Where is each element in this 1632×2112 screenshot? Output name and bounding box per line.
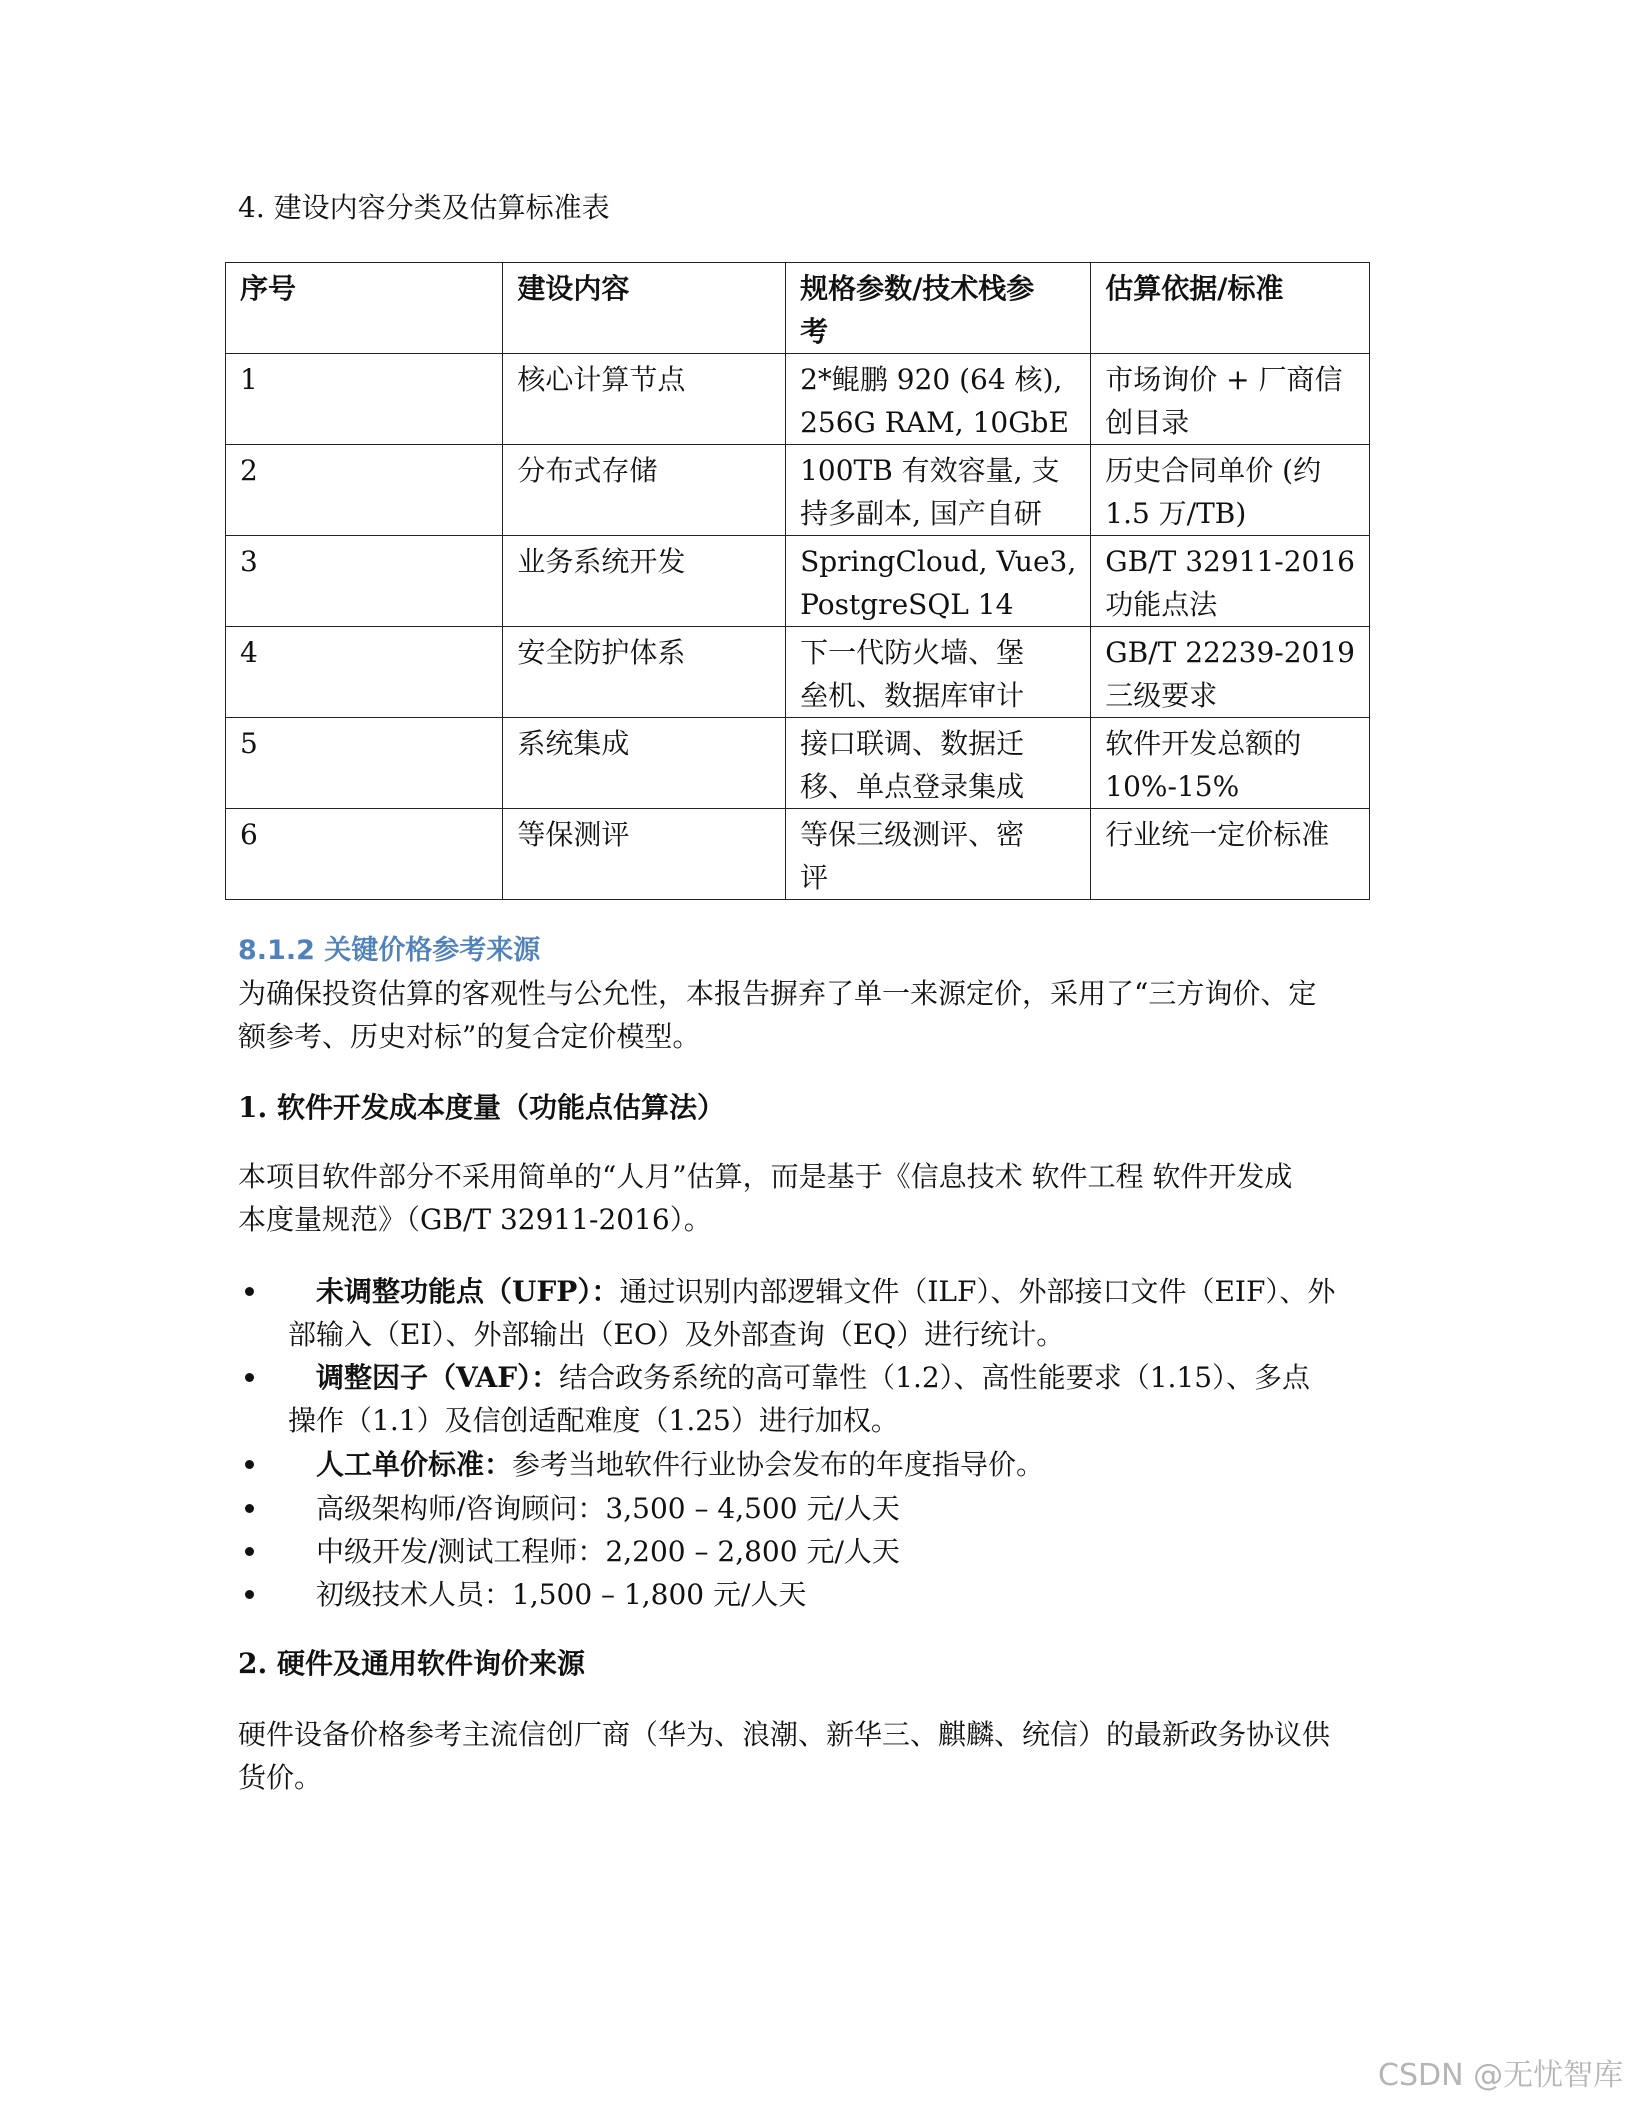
table-row (226, 354, 1370, 445)
cell-spec-line: 接口联调、数据迁 (800, 727, 1025, 760)
bullet-body: 高级架构师/咨询顾问：3,500 – 4,500 元/人天 (316, 1492, 900, 1525)
bullet-continuation: 操作（1.1）及信创适配难度（1.25）进行加权。 (288, 1404, 899, 1437)
subsection-2-title: 2. 硬件及通用软件询价来源 (238, 1647, 585, 1680)
cell-spec-line: 移、单点登录集成 (800, 770, 1025, 803)
header-spec (786, 263, 1091, 354)
header-spec-line: 规格参数/技术栈参 (800, 272, 1035, 305)
cell-item: 核心计算节点 (503, 354, 786, 445)
cell-spec-line: 持多副本, 国产自研 (800, 497, 1042, 530)
cell-basis-line: 历史合同单价 (约 (1105, 454, 1322, 487)
bullet-text (316, 1573, 806, 1616)
bullet-bold-label: 未调整功能点（UFP）： (316, 1275, 620, 1308)
bullet-body: 结合政务系统的高可靠性（1.2）、高性能要求（1.15）、多点 (559, 1361, 1311, 1394)
section-title: 8.1.2 关键价格参考来源 (238, 935, 541, 966)
bullet-continuation: 部输入（EI）、外部输出（EO）及外部查询（EQ）进行统计。 (288, 1318, 1065, 1351)
cell-no: 4 (226, 627, 503, 718)
table-header-row (226, 263, 1370, 354)
table-row (226, 445, 1370, 536)
cell-spec (786, 354, 1091, 445)
bullet-bold-label: 调整因子（VAF）： (316, 1361, 560, 1394)
subsection-1-para-line: 本度量规范》（GB/T 32911-2016）。 (238, 1203, 712, 1236)
cell-spec-line: 评 (800, 861, 829, 894)
cell-basis-line: 创目录 (1105, 406, 1190, 439)
subsection-1-para-line: 本项目软件部分不采用简单的“人月”估算，而是基于《信息技术 软件工程 软件开发成 (238, 1160, 1293, 1193)
cell-no: 3 (226, 536, 503, 627)
cell-no: 6 (226, 809, 503, 900)
cell-basis (1091, 445, 1370, 536)
bullet-body: 中级开发/测试工程师：2,200 – 2,800 元/人天 (316, 1535, 900, 1568)
bullet-dot-icon (245, 1590, 254, 1599)
cell-item: 系统集成 (503, 718, 786, 809)
estimation-table (225, 262, 1370, 900)
table-row (226, 718, 1370, 809)
bullet-dot-icon (245, 1373, 254, 1382)
cell-item: 分布式存储 (503, 445, 786, 536)
cell-basis-line: 功能点法 (1105, 588, 1218, 621)
bullet-dot-icon (245, 1504, 254, 1513)
table-row (226, 627, 1370, 718)
cell-basis-line: 行业统一定价标准 (1105, 818, 1330, 851)
bullet-text (316, 1487, 900, 1530)
cell-spec-line: 垒机、数据库审计 (800, 679, 1025, 712)
bullet-body: 通过识别内部逻辑文件（ILF）、外部接口文件（EIF）、外 (619, 1275, 1336, 1308)
cell-basis-line: 三级要求 (1105, 679, 1218, 712)
table-heading: 4. 建设内容分类及估算标准表 (238, 191, 610, 224)
cell-spec (786, 445, 1091, 536)
bullet-body: 初级技术人员：1,500 – 1,800 元/人天 (316, 1578, 807, 1611)
cell-spec (786, 718, 1091, 809)
cell-no: 5 (226, 718, 503, 809)
subsection-2-para-line: 硬件设备价格参考主流信创厂商（华为、浪潮、新华三、麒麟、统信）的最新政务协议供 (238, 1718, 1331, 1751)
cell-basis (1091, 627, 1370, 718)
subsection-2-para-line: 货价。 (238, 1761, 323, 1794)
bullet-dot-icon (245, 1287, 254, 1296)
cell-basis (1091, 809, 1370, 900)
cell-spec (786, 536, 1091, 627)
cell-spec (786, 809, 1091, 900)
table-row (226, 809, 1370, 900)
cell-spec-line: PostgreSQL 14 (800, 588, 1014, 621)
cell-no: 1 (226, 354, 503, 445)
header-item: 建设内容 (503, 263, 786, 354)
cell-basis-line: 市场询价 + 厂商信 (1105, 363, 1343, 396)
intro-line: 为确保投资估算的客观性与公允性，本报告摒弃了单一来源定价，采用了“三方询价、定 (238, 977, 1317, 1010)
cell-spec-line: SpringCloud, Vue3, (800, 545, 1077, 578)
header-no: 序号 (226, 263, 503, 354)
cell-basis-line: 10%-15% (1105, 770, 1240, 803)
bullet-body: 参考当地软件行业协会发布的年度指导价。 (512, 1448, 1045, 1481)
header-spec-line: 考 (800, 315, 829, 348)
cell-basis (1091, 718, 1370, 809)
cell-basis-line: GB/T 32911-2016 (1105, 545, 1355, 578)
cell-spec (786, 627, 1091, 718)
cell-spec-line: 2*鲲鹏 920 (64 核), (800, 363, 1063, 396)
cell-spec-line: 256G RAM, 10GbE (800, 406, 1069, 439)
cell-spec-line: 下一代防火墙、堡 (800, 636, 1025, 669)
cell-basis-line: GB/T 22239-2019 (1105, 636, 1355, 669)
bullet-text (316, 1530, 900, 1573)
cell-basis-line: 软件开发总额的 (1105, 727, 1302, 760)
bullet-text (316, 1356, 1310, 1399)
watermark: CSDN @无忧智库 (1378, 2058, 1624, 2093)
cell-item: 安全防护体系 (503, 627, 786, 718)
bullet-dot-icon (245, 1460, 254, 1469)
cell-basis (1091, 354, 1370, 445)
header-basis: 估算依据/标准 (1091, 263, 1370, 354)
cell-basis (1091, 536, 1370, 627)
cell-no: 2 (226, 445, 503, 536)
cell-spec-line: 等保三级测评、密 (800, 818, 1025, 851)
subsection-1-title: 1. 软件开发成本度量（功能点估算法） (238, 1091, 725, 1124)
bullet-bold-label: 人工单价标准： (316, 1448, 513, 1481)
bullet-text (316, 1270, 1335, 1313)
bullet-dot-icon (245, 1547, 254, 1556)
cell-basis-line: 1.5 万/TB) (1105, 497, 1247, 530)
intro-line: 额参考、历史对标”的复合定价模型。 (238, 1020, 701, 1053)
table-row (226, 536, 1370, 627)
cell-item: 等保测评 (503, 809, 786, 900)
bullet-text (316, 1443, 1044, 1486)
cell-spec-line: 100TB 有效容量, 支 (800, 454, 1060, 487)
cell-item: 业务系统开发 (503, 536, 786, 627)
